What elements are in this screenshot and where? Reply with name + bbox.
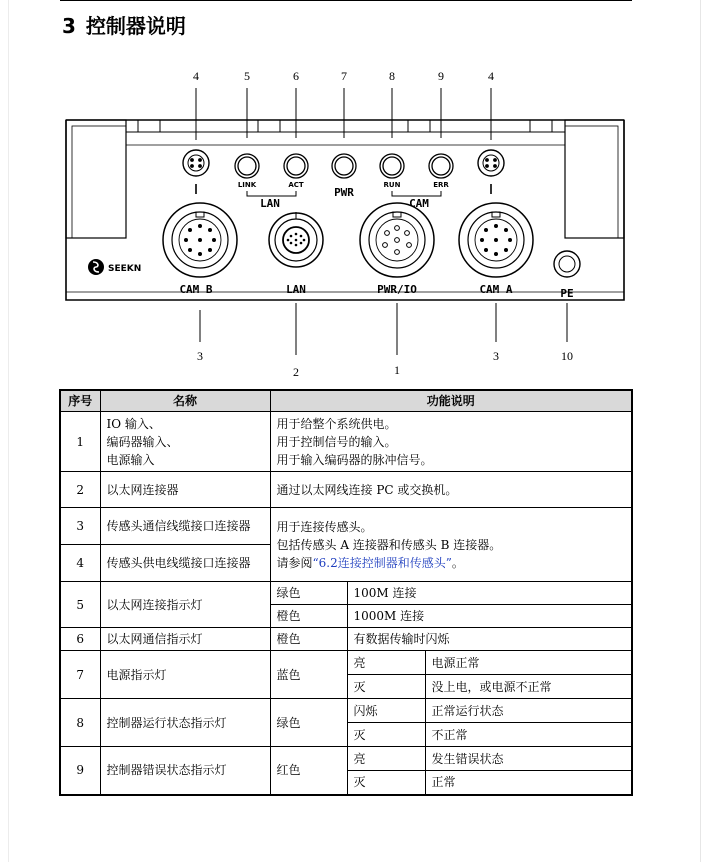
section-title: 控制器说明 xyxy=(85,14,186,38)
row-desc: 电源正常 xyxy=(425,651,632,675)
led-label-pwr: PWR xyxy=(334,186,354,199)
row-index: 8 xyxy=(60,699,100,747)
row-state: 闪烁 xyxy=(347,699,425,723)
m8-connector-left xyxy=(183,150,209,194)
row-name: 以太网通信指示灯 xyxy=(100,628,270,651)
label-pwr-io: PWR/IO xyxy=(377,283,417,296)
row-color: 绿色 xyxy=(270,699,347,747)
row-name: 电源指示灯 xyxy=(100,651,270,699)
row-name: 以太网连接器 xyxy=(100,472,270,508)
table-row xyxy=(60,699,632,723)
row-name: 控制器错误状态指示灯 xyxy=(100,747,270,795)
controller-housing xyxy=(66,120,624,300)
callout-bottom-1: 1 xyxy=(394,363,400,377)
row-desc: 1000M 连接 xyxy=(347,605,632,628)
row-color: 蓝色 xyxy=(270,651,347,699)
brand-logo xyxy=(88,259,141,275)
row-function-line xyxy=(277,554,626,572)
header-index: 序号 xyxy=(60,390,100,412)
header-function: 功能说明 xyxy=(270,390,632,412)
row-desc: 正常运行状态 xyxy=(425,699,632,723)
callout-top-6: 6 xyxy=(293,69,299,83)
row-state: 灭 xyxy=(347,723,425,747)
callout-leader-lines xyxy=(196,88,567,355)
row-function-line: 用于控制信号的输入。 xyxy=(276,434,397,449)
connector-pwr-io xyxy=(360,203,434,277)
connector-lan-m12 xyxy=(269,212,323,267)
section-number: 3 xyxy=(62,14,76,38)
row-index: 5 xyxy=(60,582,100,628)
group-label-cam: CAM xyxy=(409,197,429,210)
row-desc: 不正常 xyxy=(425,723,632,747)
indicator-leds xyxy=(235,154,453,178)
table-row xyxy=(60,651,632,675)
row-function-line: 包括传感头 A 连接器和传感头 B 连接器。 xyxy=(276,537,502,552)
row-index: 2 xyxy=(60,472,100,508)
row-desc: 100M 连接 xyxy=(347,582,632,605)
callout-bottom-3a: 3 xyxy=(197,349,203,363)
controller-spec-table xyxy=(59,389,633,796)
row-function-line: 用于连接传感头。 xyxy=(276,519,373,534)
row-desc: 有数据传输时闪烁 xyxy=(347,628,632,651)
ref-suffix: 。 xyxy=(451,555,464,570)
callout-bottom-3b: 3 xyxy=(493,349,499,363)
pe-ground-terminal xyxy=(554,251,580,277)
controller-front-diagram xyxy=(0,0,720,385)
callout-top-4a: 4 xyxy=(193,69,199,83)
label-pe: PE xyxy=(560,287,574,300)
callout-top-9: 9 xyxy=(438,69,444,83)
table-header-row xyxy=(60,390,632,412)
row-function-line: 用于输入编码器的脉冲信号。 xyxy=(276,452,433,467)
row-color: 绿色 xyxy=(270,582,347,605)
row-function xyxy=(270,508,632,582)
led-label-act: ACT xyxy=(288,181,304,189)
brand-logo-text: SEEKN xyxy=(108,264,142,274)
label-lan: LAN xyxy=(286,283,306,296)
row-name: 以太网连接指示灯 xyxy=(100,582,270,628)
table-row xyxy=(60,628,632,651)
row-name-line: 编码器输入、 xyxy=(106,434,179,449)
row-index: 9 xyxy=(60,747,100,795)
row-state: 亮 xyxy=(347,651,425,675)
label-cam-a: CAM A xyxy=(479,283,513,296)
callout-top-5: 5 xyxy=(244,69,250,83)
row-index: 6 xyxy=(60,628,100,651)
row-name: 控制器运行状态指示灯 xyxy=(100,699,270,747)
row-function-line: 用于给整个系统供电。 xyxy=(276,416,397,431)
callout-top-4b: 4 xyxy=(488,69,494,83)
table-row xyxy=(60,747,632,771)
section-link[interactable]: “6.2连接控制器和传感头” xyxy=(312,555,452,570)
row-name: 传感头通信线缆接口连接器 xyxy=(100,508,270,545)
row-desc: 没上电，或电源不正常 xyxy=(425,675,632,699)
group-label-lan: LAN xyxy=(260,197,280,210)
table-row xyxy=(60,508,632,545)
table-row xyxy=(60,582,632,605)
led-label-run: RUN xyxy=(383,181,401,189)
m8-connector-right xyxy=(478,150,504,194)
row-color: 橙色 xyxy=(270,628,347,651)
table-row xyxy=(60,472,632,508)
row-color: 橙色 xyxy=(270,605,347,628)
row-color: 红色 xyxy=(270,747,347,795)
header-name: 名称 xyxy=(100,390,270,412)
row-index: 1 xyxy=(60,412,100,472)
row-index: 3 xyxy=(60,508,100,545)
label-cam-b: CAM B xyxy=(179,283,213,296)
row-name: 传感头供电线缆接口连接器 xyxy=(100,545,270,582)
led-label-link: LINK xyxy=(237,181,257,189)
row-name-line: 电源输入 xyxy=(106,452,155,467)
callout-bottom-2: 2 xyxy=(293,365,299,379)
row-function: 通过以太网线连接 PC 或交换机。 xyxy=(270,472,632,508)
row-index: 7 xyxy=(60,651,100,699)
row-function xyxy=(270,412,632,472)
table-row xyxy=(60,412,632,472)
callout-top-8: 8 xyxy=(389,69,395,83)
row-name xyxy=(100,412,270,472)
row-desc: 正常 xyxy=(425,771,632,795)
row-index: 4 xyxy=(60,545,100,582)
row-name-line: IO 输入、 xyxy=(106,416,161,431)
connector-cam-b xyxy=(163,203,237,277)
led-label-err: ERR xyxy=(433,181,449,189)
ref-prefix: 请参阅 xyxy=(276,555,313,570)
callout-top-7: 7 xyxy=(341,69,347,83)
connector-cam-a xyxy=(459,203,533,277)
row-state: 亮 xyxy=(347,747,425,771)
row-desc: 发生错误状态 xyxy=(425,747,632,771)
callout-bottom-10: 10 xyxy=(561,349,573,363)
row-state: 灭 xyxy=(347,675,425,699)
row-state: 灭 xyxy=(347,771,425,795)
